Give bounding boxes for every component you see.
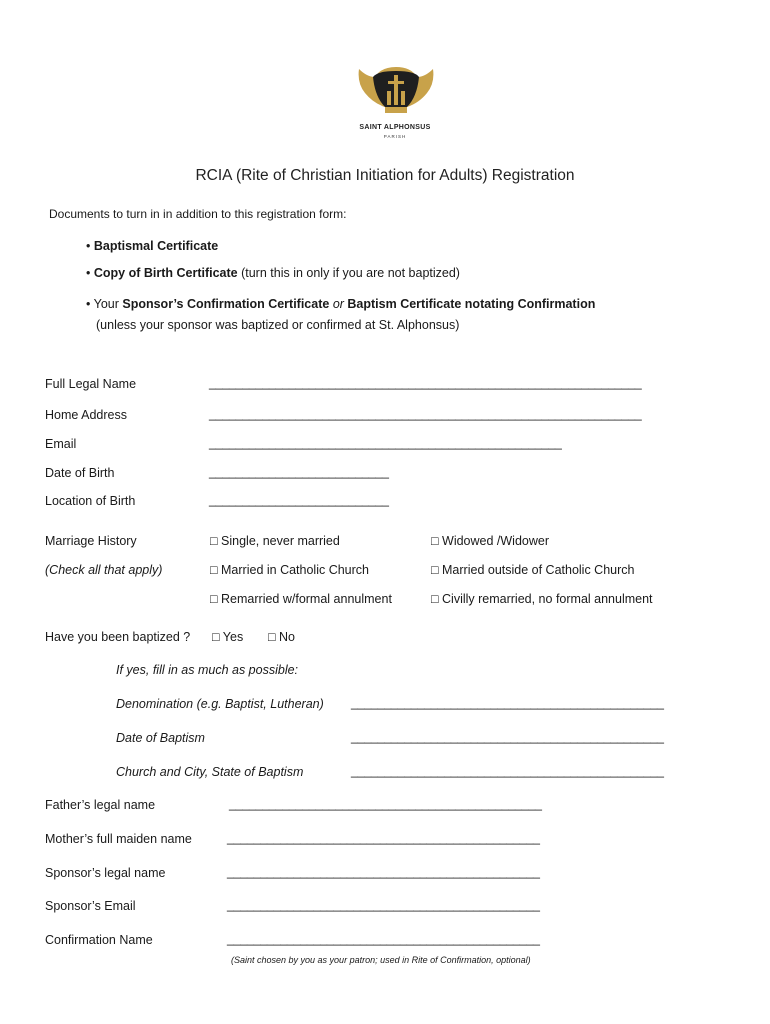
father-name-field[interactable]: _______________________________________________ <box>229 797 542 811</box>
mother-name-field[interactable]: _______________________________________________ <box>227 831 540 845</box>
church-city-label: Church and City, State of Baptism <box>116 765 304 779</box>
document-bullet-1: • Baptismal Certificate <box>86 239 219 253</box>
confirmation-name-note: (Saint chosen by you as your patron; used in Rite of Confirmation, optional) <box>231 955 531 965</box>
email-field[interactable]: _____________________________________________________ <box>209 436 562 450</box>
baptism-certificate-label: Baptism Certificate notating Confirmation <box>347 297 596 311</box>
sponsor-confirmation-label: Sponsor’s Confirmation Certificate <box>122 297 330 311</box>
org-subtitle: PARISH <box>383 134 407 139</box>
date-of-birth-label: Date of Birth <box>45 466 115 480</box>
baptized-question: Have you been baptized ? <box>45 630 191 644</box>
sponsor-email-field[interactable]: _______________________________________________ <box>227 898 540 912</box>
parish-logo <box>355 63 437 123</box>
if-yes-instruction: If yes, fill in as much as possible: <box>116 663 299 677</box>
sponsor-name-label: Sponsor’s legal name <box>45 866 166 880</box>
baptismal-certificate-label: Baptismal Certificate <box>93 239 219 253</box>
page-title: RCIA (Rite of Christian Initiation for Adults) Registration <box>195 167 575 184</box>
father-name-label: Father’s legal name <box>45 798 156 812</box>
option-married-catholic[interactable]: □ Married in Catholic Church <box>210 563 369 577</box>
birth-certificate-note: (turn this in only if you are not baptized) <box>237 266 460 280</box>
home-address-label: Home Address <box>45 408 127 422</box>
email-label: Email <box>45 437 77 451</box>
church-city-field[interactable]: _______________________________________________ <box>351 764 664 778</box>
bullet3-prefix: Your <box>93 297 123 311</box>
date-of-baptism-label: Date of Baptism <box>116 731 205 745</box>
bullet3-or: or <box>329 297 348 311</box>
documents-intro: Documents to turn in in addition to this registration form: <box>49 207 347 221</box>
denomination-field[interactable]: _______________________________________________ <box>351 696 664 710</box>
document-bullet-3: • Your Sponsor’s Confirmation Certificate or Baptism Certificate notating Confirmation <box>86 297 596 311</box>
date-of-birth-field[interactable]: ___________________________ <box>209 465 389 479</box>
mother-name-label: Mother’s full maiden name <box>45 832 192 846</box>
option-single-never-married[interactable]: □ Single, never married <box>210 534 340 548</box>
option-widowed[interactable]: □ Widowed /Widower <box>431 534 549 548</box>
baptized-yes-checkbox[interactable]: □ Yes <box>212 630 244 644</box>
org-name: SAINT ALPHONSUS <box>359 124 431 131</box>
confirmation-name-field[interactable]: _______________________________________________ <box>227 932 540 946</box>
home-address-field[interactable]: _________________________________________________________________ <box>209 407 642 421</box>
sponsor-email-label: Sponsor’s Email <box>45 899 136 913</box>
confirmation-name-label: Confirmation Name <box>45 933 153 947</box>
location-of-birth-label: Location of Birth <box>45 494 136 508</box>
option-married-outside-catholic[interactable]: □ Married outside of Catholic Church <box>431 563 635 577</box>
denomination-label: Denomination (e.g. Baptist, Lutheran) <box>116 697 324 711</box>
location-of-birth-field[interactable]: ___________________________ <box>209 493 389 507</box>
baptized-no-checkbox[interactable]: □ No <box>268 630 296 644</box>
full-legal-name-label: Full Legal Name <box>45 377 137 391</box>
option-remarried-annulment[interactable]: □ Remarried w/formal annulment <box>210 592 392 606</box>
sponsor-name-field[interactable]: _______________________________________________ <box>227 865 540 879</box>
document-bullet-3-note: (unless your sponsor was baptized or confirmed at St. Alphonsus) <box>96 318 460 332</box>
option-civilly-remarried[interactable]: □ Civilly remarried, no formal annulment <box>431 592 653 606</box>
marriage-history-label: Marriage History <box>45 534 137 548</box>
date-of-baptism-field[interactable]: _______________________________________________ <box>351 730 664 744</box>
marriage-history-hint: (Check all that apply) <box>45 563 163 577</box>
birth-certificate-label: Copy of Birth Certificate <box>93 266 238 280</box>
full-legal-name-field[interactable]: _________________________________________________________________ <box>209 376 642 390</box>
document-bullet-2: • Copy of Birth Certificate (turn this in only if you are not baptized) <box>86 266 460 280</box>
